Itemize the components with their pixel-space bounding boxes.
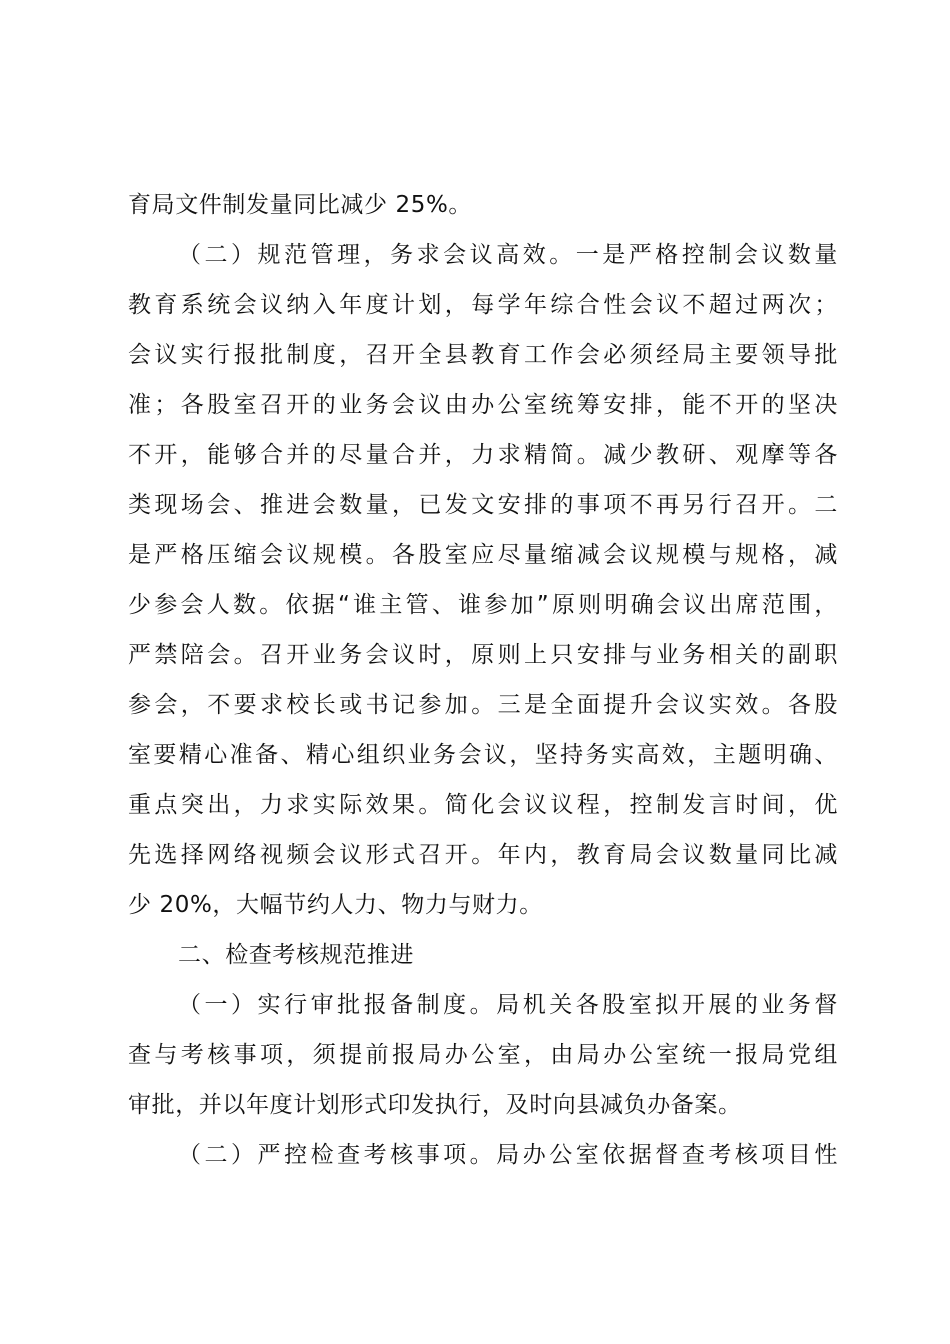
section-heading: 二、检查考核规范推进 — [178, 942, 414, 968]
text-line: 严禁陪会。召开业务会议时，原则上只安排与业务相关的副职 — [128, 642, 838, 668]
text-line: 先选择网络视频会议形式召开。年内，教育局会议数量同比减 — [128, 842, 838, 868]
text-line: （二）规范管理，务求会议高效。一是严格控制会议数量 — [178, 242, 838, 268]
text-line: 查与考核事项，须提前报局办公室，由局办公室统一报局党组 — [128, 1042, 838, 1068]
text-line: 室要精心准备、精心组织业务会议，坚持务实高效，主题明确、 — [128, 742, 838, 768]
text-line: 不开，能够合并的尽量合并，力求精简。减少教研、观摩等各 — [128, 442, 838, 468]
text-line: 会议实行报批制度，召开全县教育工作会必须经局主要领导批 — [128, 342, 838, 368]
text-line: 重点突出，力求实际效果。简化会议议程，控制发言时间，优 — [128, 792, 838, 818]
text-line: （二）严控检查考核事项。局办公室依据督查考核项目性 — [178, 1142, 838, 1168]
text-line: 少参会人数。依据“谁主管、谁参加”原则明确会议出席范围， — [128, 592, 838, 618]
text-line: 教育系统会议纳入年度计划，每学年综合性会议不超过两次； — [128, 292, 838, 318]
text-line: 参会，不要求校长或书记参加。三是全面提升会议实效。各股 — [128, 692, 838, 718]
text-line: 类现场会、推进会数量，已发文安排的事项不再另行召开。二 — [128, 492, 838, 518]
text-line: 审批，并以年度计划形式印发执行，及时向县减负办备案。 — [128, 1092, 742, 1118]
text-line: 少 20%，大幅节约人力、物力与财力。 — [128, 892, 543, 918]
text-line: 准；各股室召开的业务会议由办公室统筹安排，能不开的坚决 — [128, 392, 838, 418]
text-line: （一）实行审批报备制度。局机关各股室拟开展的业务督 — [178, 992, 838, 1018]
text-line: 育局文件制发量同比减少 25%。 — [128, 192, 473, 218]
text-line: 是严格压缩会议规模。各股室应尽量缩减会议规模与规格，减 — [128, 542, 838, 568]
